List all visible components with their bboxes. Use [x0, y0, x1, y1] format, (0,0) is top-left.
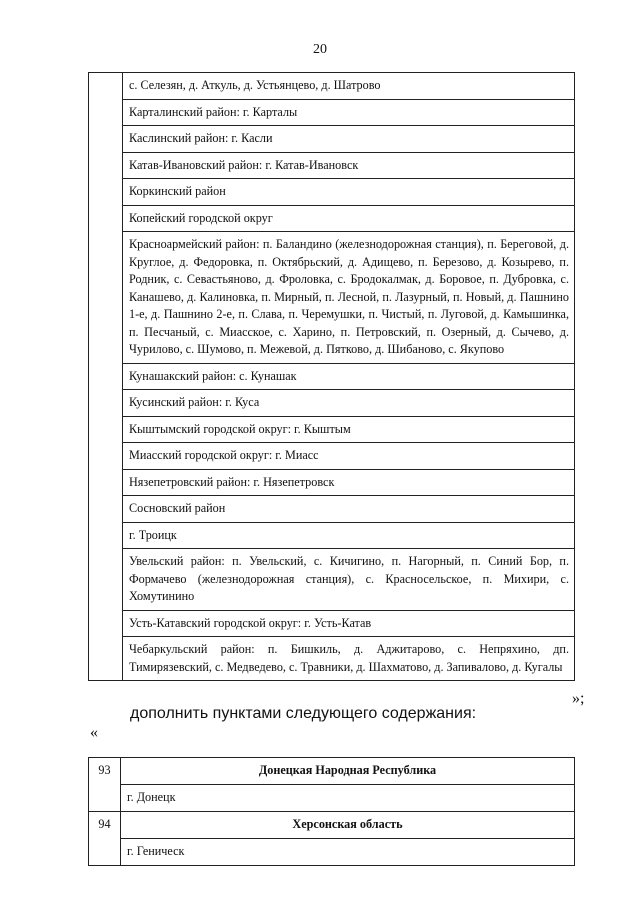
table-cell: Усть-Катавский городской округ: г. Усть-Катав [123, 610, 575, 637]
table-row [89, 390, 575, 417]
closing-quote-mark: »; [572, 690, 585, 707]
number-cell [89, 363, 123, 390]
table-cell: с. Селезян, д. Аткуль, д. Устьянцево, д. Шатрово [123, 73, 575, 100]
number-cell [89, 179, 123, 206]
number-cell [89, 99, 123, 126]
table-cell: Сосновский район [123, 496, 575, 523]
table-cell: г. Геническ [121, 839, 575, 866]
settlements-table [88, 72, 575, 681]
number-cell [89, 610, 123, 637]
table-row [89, 496, 575, 523]
table-row [89, 99, 575, 126]
table-row [89, 152, 575, 179]
table-cell: Нязепетровский район: г. Нязепетровск [123, 469, 575, 496]
table-cell: Копейский городской округ [123, 205, 575, 232]
number-cell [89, 443, 123, 470]
point-number: 94 [89, 812, 121, 839]
table-row [89, 205, 575, 232]
table-row [89, 637, 575, 681]
table-row [89, 416, 575, 443]
region-title: Донецкая Народная Республика [121, 758, 575, 785]
table-row [89, 469, 575, 496]
page-number: 20 [313, 42, 327, 57]
table-cell: г. Донецк [121, 785, 575, 812]
table-row [89, 522, 575, 549]
table-row [89, 363, 575, 390]
table-row [89, 179, 575, 206]
number-cell [89, 73, 123, 100]
table-cell: Катав-Ивановский район: г. Катав-Ивановск [123, 152, 575, 179]
table-cell: г. Троицк [123, 522, 575, 549]
number-cell [89, 785, 121, 812]
number-cell [89, 416, 123, 443]
number-cell [89, 469, 123, 496]
table-row [89, 610, 575, 637]
number-cell [89, 126, 123, 153]
table-cell: Каслинский район: г. Касли [123, 126, 575, 153]
section-header-row [89, 758, 575, 785]
number-cell [89, 522, 123, 549]
table-cell: Чебаркульский район: п. Бишкиль, д. Аджитарово, с. Непряхино, дп. Тимирязевский, с. Медведево, с. Травники, д. Шахматово, д. Запивалово, д. Кугалы [123, 637, 575, 681]
region-title: Херсонская область [121, 812, 575, 839]
opening-quote-mark: « [90, 724, 98, 741]
table-row [89, 549, 575, 611]
section-header-row [89, 812, 575, 839]
amendment-intro-text: дополнить пунктами следующего содержания: [130, 705, 477, 722]
table-row [89, 232, 575, 364]
table-cell: Кусинский район: г. Куса [123, 390, 575, 417]
number-cell [89, 152, 123, 179]
table-cell: Увельский район: п. Увельский, с. Кичигино, п. Нагорный, п. Синий Бор, п. Формачево (железнодорожная станция), с. Красносельское, п. Михири, с. Хомутинино [123, 549, 575, 611]
table-row [89, 73, 575, 100]
table-row [89, 443, 575, 470]
table-row [89, 839, 575, 866]
number-cell [89, 232, 123, 364]
number-cell [89, 549, 123, 611]
table-cell: Миасский городской округ: г. Миасс [123, 443, 575, 470]
table-cell: Кыштымский городской округ: г. Кыштым [123, 416, 575, 443]
table-cell: Кунашакский район: с. Кунашак [123, 363, 575, 390]
table-row [89, 785, 575, 812]
number-cell [89, 839, 121, 866]
number-cell [89, 205, 123, 232]
point-number: 93 [89, 758, 121, 785]
table-cell: Красноармейский район: п. Баландино (железнодорожная станция), п. Береговой, д. Круглое, д. Федоровка, п. Октябрьский, д. Адищево, п. Березово, д. Козырево, п. Родник, с. Севастьяново, д. Фроловка, с. Бродокалмак, д. Боровое, п. Дубровка, с. Канашево, д. Калиновка, п. Мирный, п. Лесной, п. Лазурный, п. Новый, д. Пашнино 1-е, д. Пашнино 2-е, п. Слава, п. Черемушки, п. Чистый, п. Луговой, д. Камышинка, п. Песчаный, с. Миасское, с. Харино, п. Петровский, п. Озерный, д. Сычево, д. Чурилово, с. Шумово, п. Межевой, д. Пятково, д. Шибаново, с. Якупово [123, 232, 575, 364]
number-cell [89, 390, 123, 417]
number-cell [89, 637, 123, 681]
number-cell [89, 496, 123, 523]
table-row [89, 126, 575, 153]
table-cell: Коркинский район [123, 179, 575, 206]
table-cell: Карталинский район: г. Карталы [123, 99, 575, 126]
new-points-table [88, 757, 575, 866]
